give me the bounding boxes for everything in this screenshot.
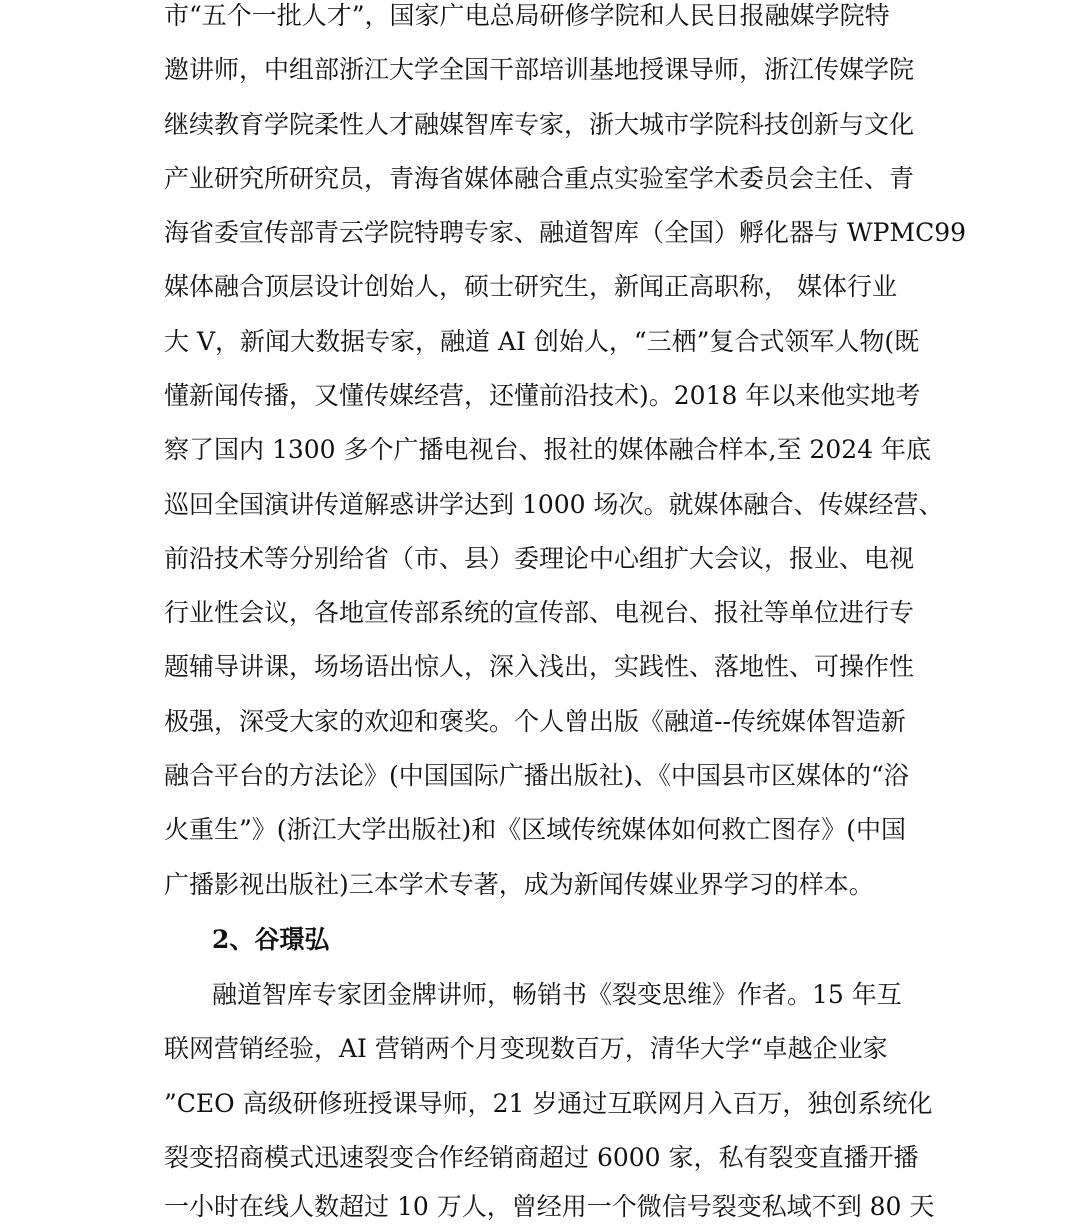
text-line: 一小时在线人数超过 10 万人，曾经用一个微信号裂变私域不到 80 天 xyxy=(164,1192,935,1221)
text-line: 市“五个一批人才”，国家广电总局研修学院和人民日报融媒学院特 xyxy=(164,1,890,30)
text-line: 裂变招商模式迅速裂变合作经销商超过 6000 家，私有裂变直播开播 xyxy=(164,1143,919,1172)
text-line: 融合平台的方法论》(中国国际广播出版社)、《中国县市区媒体的“浴 xyxy=(164,761,909,790)
text-line: 巡回全国演讲传道解惑讲学达到 1000 场次。就媒体融合、传媒经营、 xyxy=(164,490,944,519)
text-line: 继续教育学院柔性人才融媒智库专家，浙大城市学院科技创新与文化 xyxy=(164,110,915,139)
text-line: 融道智库专家团金牌讲师，畅销书《裂变思维》作者。15 年互 xyxy=(212,980,902,1009)
text-line: ”CEO 高级研修班授课导师，21 岁通过互联网月入百万，独创系统化 xyxy=(164,1089,933,1118)
text-line: 广播影视出版社)三本学术专著，成为新闻传媒业界学习的样本。 xyxy=(164,870,874,899)
text-line: 前沿技术等分别给省（市、县）委理论中心组扩大会议，报业、电视 xyxy=(164,544,915,573)
text-line: 联网营销经验，AI 营销两个月变现数百万，清华大学“卓越企业家 xyxy=(164,1034,888,1063)
section-heading: 2、谷璟弘 xyxy=(212,925,330,954)
text-line: 媒体融合顶层设计创始人，硕士研究生，新闻正高职称， 媒体行业 xyxy=(164,272,897,301)
text-line: 大 V，新闻大数据专家，融道 AI 创始人，“三栖”复合式领军人物(既 xyxy=(164,327,920,356)
text-line: 题辅导讲课，场场语出惊人，深入浅出，实践性、落地性、可操作性 xyxy=(164,652,915,681)
text-line: 极强，深受大家的欢迎和褒奖。个人曾出版《融道--传统媒体智造新 xyxy=(164,707,906,736)
text-line: 海省委宣传部青云学院特聘专家、融道智库（全国）孵化器与 WPMC99 xyxy=(164,218,967,247)
text-line: 行业性会议，各地宣传部系统的宣传部、电视台、报社等单位进行专 xyxy=(164,598,915,627)
text-line: 懂新闻传播，又懂传媒经营，还懂前沿技术)。2018 年以来他实地考 xyxy=(164,381,921,410)
text-line: 火重生”》(浙江大学出版社)和《区域传统媒体如何救亡图存》(中国 xyxy=(164,815,907,844)
text-line: 邀讲师，中组部浙江大学全国干部培训基地授课导师，浙江传媒学院 xyxy=(164,55,915,84)
text-line: 产业研究所研究员，青海省媒体融合重点实验室学术委员会主任、青 xyxy=(164,164,915,193)
text-line: 察了国内 1300 多个广播电视台、报社的媒体融合样本,至 2024 年底 xyxy=(164,435,931,464)
